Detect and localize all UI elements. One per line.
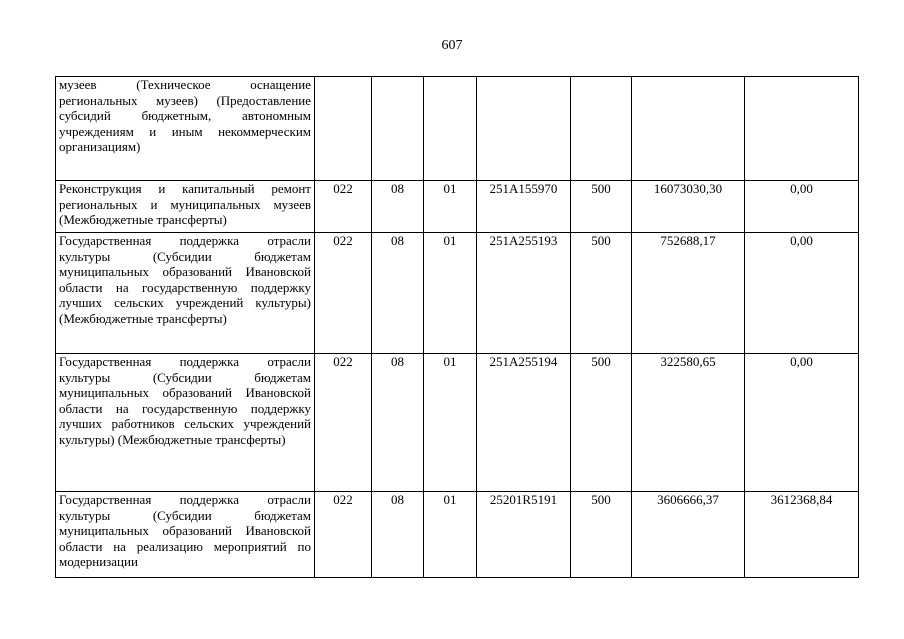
target-code-cell: 25201R5191 bbox=[477, 492, 571, 578]
table-row bbox=[56, 77, 859, 181]
table-row bbox=[56, 233, 859, 354]
table-row bbox=[56, 181, 859, 233]
target-code-cell: 251А155970 bbox=[477, 181, 571, 233]
expense-type-cell: 500 bbox=[571, 354, 632, 492]
expense-type-cell: 500 bbox=[571, 233, 632, 354]
amount-cell-2: 0,00 bbox=[745, 233, 859, 354]
budget-table bbox=[55, 76, 859, 578]
target-code-cell: 251А255194 bbox=[477, 354, 571, 492]
target-code-cell bbox=[477, 77, 571, 181]
admin-code-cell: 022 bbox=[315, 492, 372, 578]
section-code-cell: 08 bbox=[372, 492, 424, 578]
section-code-cell: 08 bbox=[372, 354, 424, 492]
admin-code-cell bbox=[315, 77, 372, 181]
subsection-code-cell: 01 bbox=[424, 492, 477, 578]
expense-type-cell: 500 bbox=[571, 492, 632, 578]
page-number: 607 bbox=[441, 38, 463, 53]
expense-type-cell: 500 bbox=[571, 181, 632, 233]
amount-cell-1: 16073030,30 bbox=[632, 181, 745, 233]
subsection-code-cell bbox=[424, 77, 477, 181]
admin-code-cell: 022 bbox=[315, 233, 372, 354]
row-description: Государственная поддержка отрасли культуры (Субсидии бюджетам муниципальных образований Ивановской области на реализацию мероприятий по модернизации bbox=[56, 492, 315, 578]
amount-cell-2 bbox=[745, 77, 859, 181]
table-row bbox=[56, 492, 859, 578]
section-code-cell bbox=[372, 77, 424, 181]
target-code-cell: 251А255193 bbox=[477, 233, 571, 354]
subsection-code-cell: 01 bbox=[424, 233, 477, 354]
section-code-cell: 08 bbox=[372, 233, 424, 354]
admin-code-cell: 022 bbox=[315, 354, 372, 492]
row-description: Государственная поддержка отрасли культуры (Субсидии бюджетам муниципальных образований Ивановской области на государственную поддержку лучших сельских учреждений культуры) (Межбюджетные трансферты) bbox=[56, 233, 315, 354]
amount-cell-1: 322580,65 bbox=[632, 354, 745, 492]
subsection-code-cell: 01 bbox=[424, 181, 477, 233]
amount-cell-2: 0,00 bbox=[745, 354, 859, 492]
section-code-cell: 08 bbox=[372, 181, 424, 233]
amount-cell-2: 0,00 bbox=[745, 181, 859, 233]
row-description: Государственная поддержка отрасли культуры (Субсидии бюджетам муниципальных образований Ивановской области на государственную поддержку лучших работников сельских учреждений культуры) (Межбюджетные трансферты) bbox=[56, 354, 315, 492]
table-row bbox=[56, 354, 859, 492]
amount-cell-1: 752688,17 bbox=[632, 233, 745, 354]
amount-cell-1: 3606666,37 bbox=[632, 492, 745, 578]
amount-cell-1 bbox=[632, 77, 745, 181]
admin-code-cell: 022 bbox=[315, 181, 372, 233]
subsection-code-cell: 01 bbox=[424, 354, 477, 492]
row-description: музеев (Техническое оснащение региональных музеев) (Предоставление субсидий бюджетным, автономным учреждениям и иным некоммерческим организациям) bbox=[56, 77, 315, 181]
expense-type-cell bbox=[571, 77, 632, 181]
row-description: Реконструкция и капитальный ремонт региональных и муниципальных музеев (Межбюджетные трансферты) bbox=[56, 181, 315, 233]
amount-cell-2: 3612368,84 bbox=[745, 492, 859, 578]
